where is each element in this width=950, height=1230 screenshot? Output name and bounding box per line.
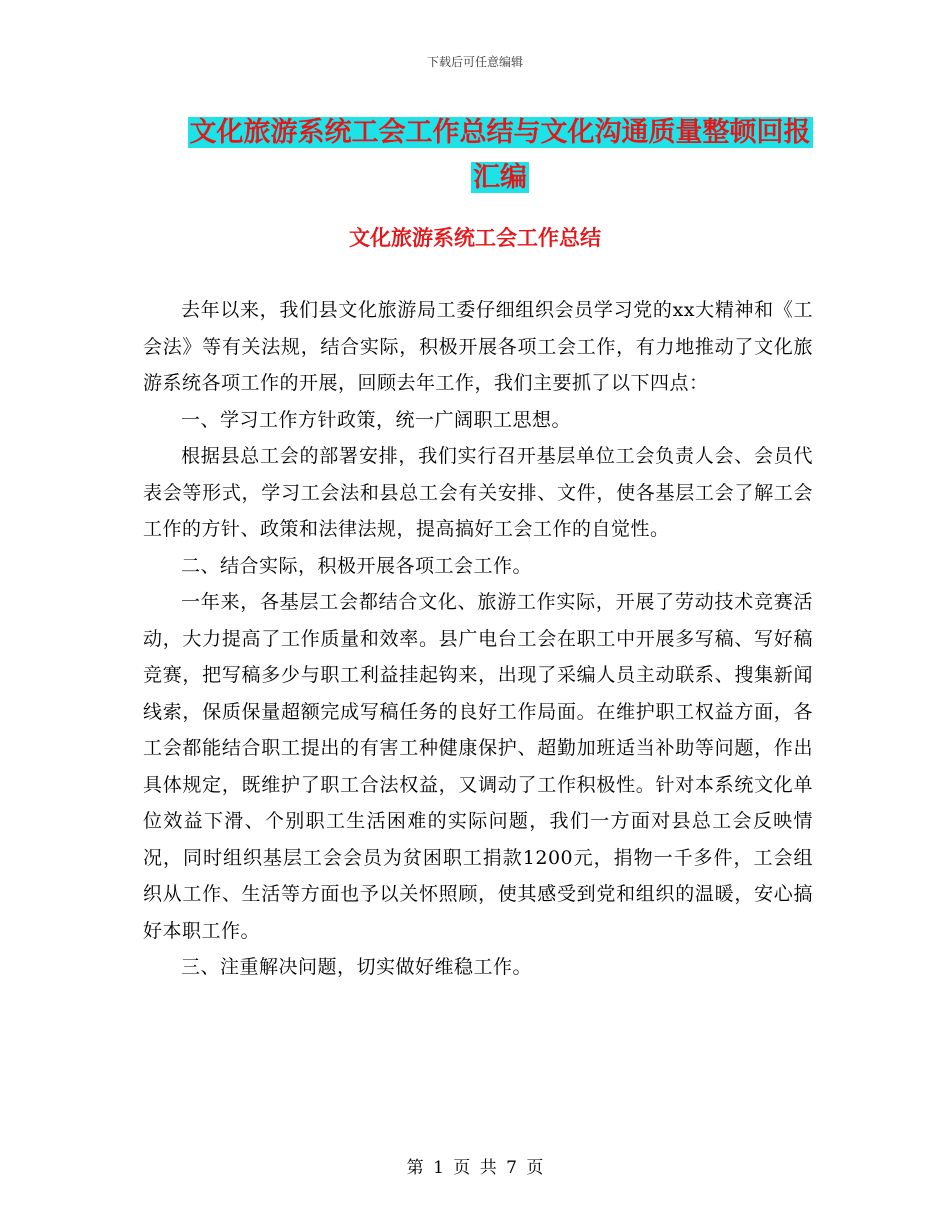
paragraph-intro: 去年以来，我们县文化旅游局工委仔细组织会员学习党的xx大精神和《工会法》等有关法规，结合实际，积极开展各项工会工作，有力地推动了文化旅游系统各项工作的开展，回顾去年工作，我们主要抓了以下四点： — [143, 299, 813, 394]
heading-point-1: 一、学习工作方针政策，统一广阔职工思想。 — [181, 408, 572, 431]
heading-point-2: 二、结合实际，积极开展各项工会工作。 — [181, 554, 533, 577]
paragraph-point-1: 根据县总工会的部署安排，我们实行召开基层单位工会负责人会、会员代表会等形式，学习工会法和县总工会有关安排、文件，使各基层工会了解工会工作的方针、政策和法律法规，提高搞好工会工作的自觉性。 — [143, 445, 813, 540]
document-title-line-2: 汇编 — [473, 162, 527, 193]
document-body — [143, 292, 813, 986]
document-title-line-1: 文化旅游系统工会工作总结与文化沟通质量整顿回报 — [189, 117, 811, 148]
heading-point-3: 三、注重解决问题，切实做好维稳工作。 — [181, 956, 533, 978]
section-title: 文化旅游系统工会工作总结 — [349, 225, 601, 250]
paragraph-point-2: 一年来，各基层工会都结合文化、旅游工作实际，开展了劳动技术竞赛活动，大力提高了工作质量和效率。县广电台工会在职工中开展多写稿、写好稿竞赛，把写稿多少与职工利益挂起钩来，出现了采编人员主动联系、搜集新闻线索，保质保量超额完成写稿任务的良好工作局面。在维护职工权益方面，各工会都能结合职工提出的有害工种健康保护、超勤加班适当补助等问题，作出具体规定，既维护了职工合法权益，又调动了工作积极性。针对本系统文化单位效益下滑、个别职工生活困难的实际问题，我们一方面对县总工会反映情况，同时组织基层工会会员为贫困职工捐款1200元，捐物一千多件，工会组织从工作、生活等方面也予以关怀照顾，使其感受到党和组织的温暖，安心搞好本职工作。 — [143, 591, 813, 942]
document-title — [150, 110, 850, 200]
header-note: 下载后可任意编辑 — [426, 55, 523, 69]
page-number: 第 1 页 共 7 页 — [406, 1158, 544, 1178]
